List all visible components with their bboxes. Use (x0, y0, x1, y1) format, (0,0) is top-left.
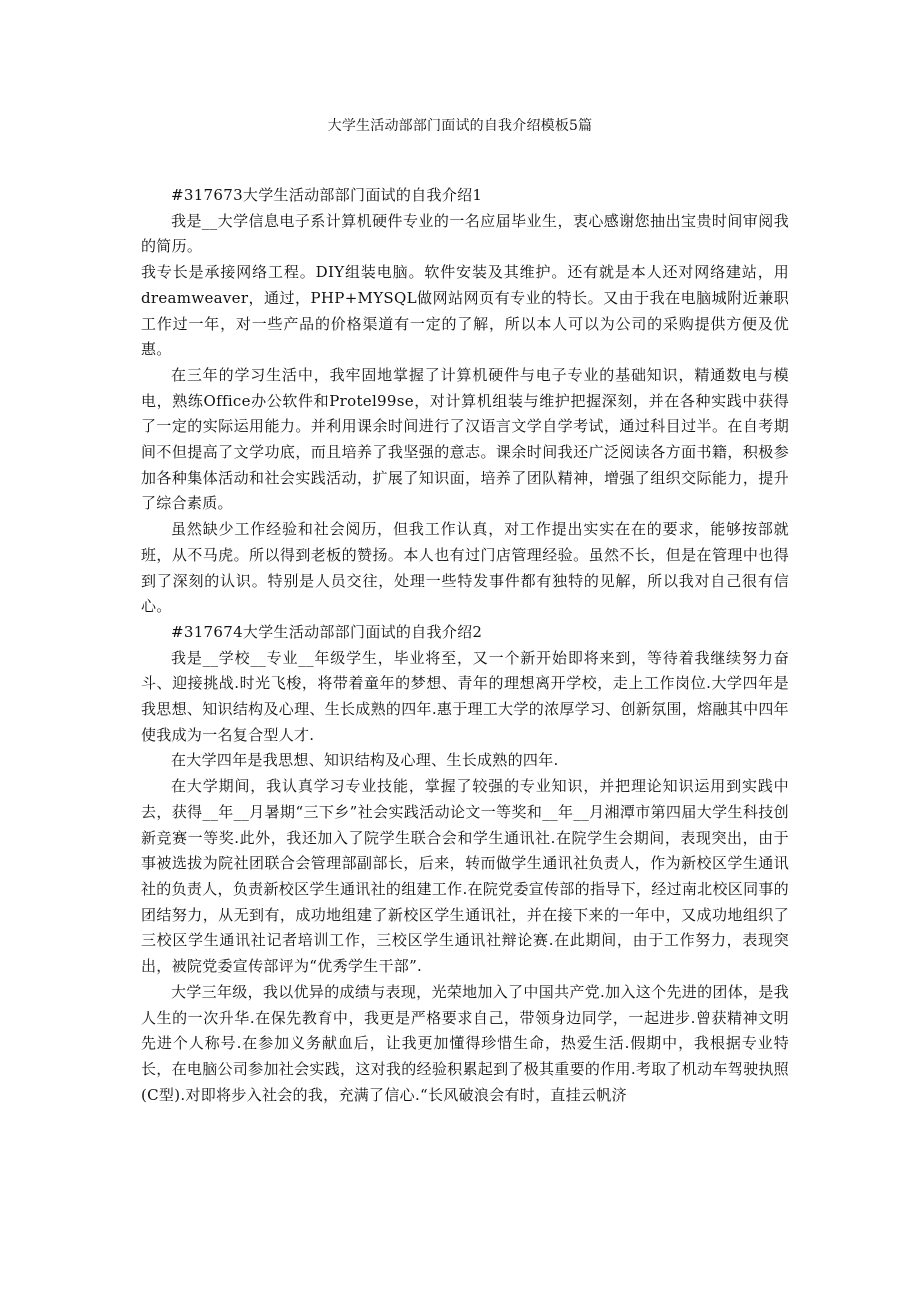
document-title: 大学生活动部部门面试的自我介绍模板5篇 (327, 118, 593, 134)
paragraph: 我是__大学信息电子系计算机硬件专业的一名应届毕业生，衷心感谢您抽出宝贵时间审阅我的简历。 (141, 211, 789, 256)
paragraph: 虽然缺少工作经验和社会阅历，但我工作认真，对工作提出实实在在的要求，能够按部就班，从不马虎。所以得到老板的赞扬。本人也有过门店管理经验。虽然不长，但是在管理中也得到了深刻的认识。特别是人员交往，处理一些特发事件都有独特的见解，所以我对自己很有信心。 (141, 520, 789, 616)
paragraph: 在大学四年是我思想、知识结构及心理、生长成熟的四年. (171, 751, 559, 770)
section-heading-1: #317673大学生活动部部门面试的自我介绍1 (171, 186, 483, 204)
paragraph: 我是__学校__专业__年级学生，毕业将至，又一个新开始即将来到，等待着我继续努力奋斗、迎接挑战.时光飞梭，将带着童年的梦想、青年的理想离开学校，走上工作岗位.大学四年是我思想、知识结构及心理、生长成熟的四年.惠于理工大学的浓厚学习、创新氛围，熔融其中四年使我成为一名复合型人才. (141, 648, 789, 744)
paragraph: 在大学期间，我认真学习专业技能，掌握了较强的专业知识，并把理论知识运用到实践中去，获得__年__月暑期“三下乡”社会实践活动论文一等奖和__年__月湘潭市第四届大学生科技创新竞赛一等奖.此外，我还加入了院学生联合会和学生通讯社.在院学生会期间，表现突出，由于事被选拔为院社团联合会管理部副部长，后来，转而做学生通讯社负责人，作为新校区学生通讯社的负责人，负责新校区学生通讯社的组建工作.在院党委宣传部的指导下，经过南北校区同事的团结努力，从无到有，成功地组建了新校区学生通讯社，并在接下来的一年中，又成功地组织了三校区学生通讯社记者培训工作，三校区学生通讯社辩论赛.在此期间，由于工作努力，表现突出，被院党委宣传部评为“优秀学生干部”. (141, 777, 789, 976)
section-heading-2: #317674大学生活动部部门面试的自我介绍2 (171, 622, 483, 641)
paragraph: 我专长是承接网络工程。DIY组装电脑。软件安装及其维护。还有就是本人还对网络建站，用dreamweaver，通过，PHP+MYSQL做网站网页有专业的特长。又由于我在电脑城附近兼职工作过一年，对一些产品的价格渠道有一定的了解，所以本人可以为公司的采购提供方便及优惠。 (141, 263, 789, 359)
paragraph: 在三年的学习生活中，我牢固地掌握了计算机硬件与电子专业的基础知识，精通数电与模电，熟练Office办公软件和Protel99se，对计算机组装与维护把握深刻，并在各种实践中获得了一定的实际运用能力。并利用课余时间进行了汉语言文学自学考试，通过科目过半。在自考期间不但提高了文学功底，而且培养了我坚强的意志。课余时间我还广泛阅读各方面书籍，积极参加各种集体活动和社会实践活动，扩展了知识面，培养了团队精神，增强了组织交际能力，提升了综合素质。 (141, 365, 789, 513)
document-body (141, 183, 789, 1108)
paragraph: 大学三年级，我以优异的成绩与表现，光荣地加入了中国共产党.加入这个先进的团体，是我人生的一次升华.在保先教育中，我更是严格要求自己，带领身边同学，一起进步.曾获精神文明先进个人称号.在参加义务献血后，让我更加懂得珍惜生命，热爱生活.假期中，我根据专业特长，在电脑公司参加社会实践，这对我的经验积累起到了极其重要的作用.考取了机动车驾驶执照(C型).对即将步入社会的我，充满了信心.“长风破浪会有时，直挂云帆济 (141, 982, 789, 1104)
